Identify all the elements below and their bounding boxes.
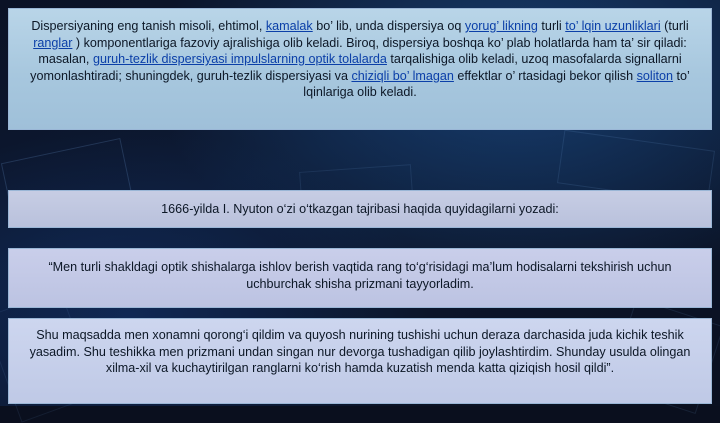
inline-link[interactable]: yorug’ likning <box>464 19 538 33</box>
inline-text: (turli <box>660 19 689 33</box>
inline-link[interactable]: chiziqli bo’ lmagan <box>351 68 454 83</box>
inline-link[interactable]: soliton <box>636 68 674 83</box>
newton-quote-2-text: Shu maqsadda men xonamni qorong‘i qildim va quyosh nurining tushishi uchun deraza darchasida juda kichik teshik yasadim. Shu teshikka men prizmani undan singan nur devorga tushadigan qilib joylashtirdim. Shunday usulda olingan xilma-xil va kuchaytirilgan ranglarni ko‘rish hamda kuzatish menda katta qiziqish hosil qildi”. <box>29 328 691 376</box>
inline-text: ) komponentlariga fazoviy ajralishiga olib keladi. Biroq, dispersiya boshqa ko’ plab holatlarda ham ta’ sir qiladi: masalan, <box>38 35 687 67</box>
newton-intro-box <box>8 190 712 228</box>
inline-text: effektlar o’ rtasidagi bekor qilish <box>453 68 637 83</box>
inline-link[interactable]: kamalak <box>265 19 313 33</box>
inline-text: bo’ lib, unda dispersiya oq <box>312 19 465 33</box>
inline-link[interactable]: guruh-tezlik dispersiyasi impulslarning optik tolalarda <box>92 52 387 67</box>
inline-link[interactable]: ranglar <box>33 35 73 50</box>
newton-intro-text: 1666-yilda I. Nyuton o‘zi o‘tkazgan tajribasi haqida quyidagilarni yozadi: <box>161 202 559 216</box>
inline-text: tarqalishiga olib keladi, uzoq masofalarda signallarni yomonlashtiradi; shuningdek, guruh-tezlik dispersiyasi va <box>30 52 682 83</box>
newton-quote-2-box <box>8 318 712 404</box>
dispersion-paragraph-text <box>21 18 699 101</box>
inline-text: to’ lqinlariga olib keladi. <box>303 68 690 100</box>
inline-text: turli <box>537 19 566 33</box>
inline-link[interactable]: to’ lqin uzunliklari <box>565 19 661 33</box>
inline-text: Dispersiyaning eng tanish misoli, ehtimol, <box>31 19 266 33</box>
newton-quote-1-text: “Men turli shakldagi optik shishalarga ishlov berish vaqtida rang to‘g‘risidagi ma’lum hodisalarni tekshirish uchun uchburchak shisha prizmani tayyorladim. <box>48 260 672 291</box>
dispersion-paragraph-box <box>8 8 712 130</box>
newton-quote-1-box <box>8 248 712 308</box>
